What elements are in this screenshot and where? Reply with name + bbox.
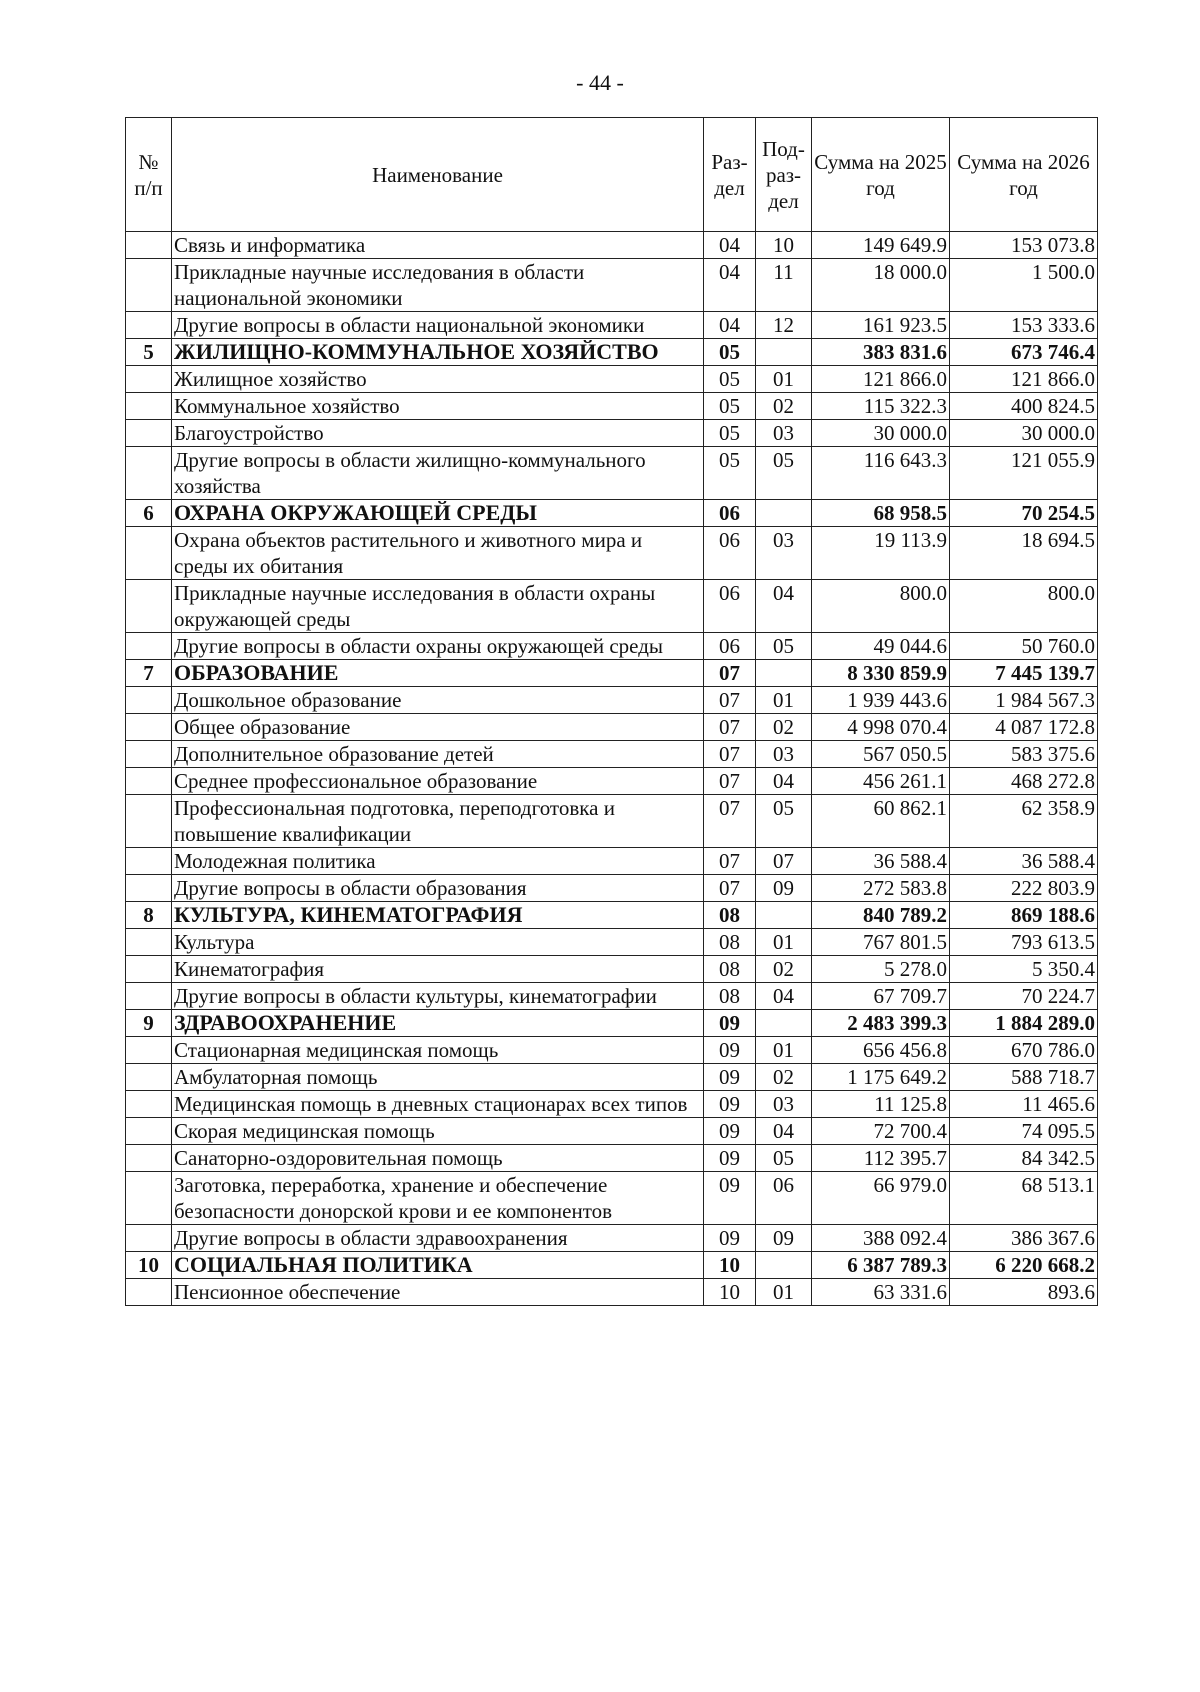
table-row — [126, 527, 1098, 580]
row-section-cell: 06 — [704, 580, 756, 633]
row-subsection-cell: 03 — [756, 420, 812, 447]
row-section-cell: 07 — [704, 768, 756, 795]
row-sum-2025-cell: 115 322.3 — [812, 393, 950, 420]
row-section-cell: 07 — [704, 687, 756, 714]
row-number-cell — [126, 1064, 172, 1091]
row-number-cell — [126, 1279, 172, 1306]
row-name-cell: ОХРАНА ОКРУЖАЮЩЕЙ СРЕДЫ — [172, 500, 704, 527]
row-sum-2025-cell: 383 831.6 — [812, 339, 950, 366]
row-subsection-cell: 05 — [756, 633, 812, 660]
section-total-row — [126, 339, 1098, 366]
row-subsection-cell: 05 — [756, 1145, 812, 1172]
row-sum-2025-cell: 767 801.5 — [812, 929, 950, 956]
row-sum-2026-cell: 18 694.5 — [950, 527, 1098, 580]
row-sum-2025-cell: 63 331.6 — [812, 1279, 950, 1306]
row-sum-2025-cell: 19 113.9 — [812, 527, 950, 580]
row-subsection-cell: 10 — [756, 232, 812, 259]
table-row — [126, 447, 1098, 500]
row-sum-2026-cell: 222 803.9 — [950, 875, 1098, 902]
row-subsection-cell: 05 — [756, 447, 812, 500]
row-number-cell — [126, 1225, 172, 1252]
row-name-cell: Медицинская помощь в дневных стационарах всех типов — [172, 1091, 704, 1118]
row-name-cell: Санаторно-оздоровительная помощь — [172, 1145, 704, 1172]
row-sum-2025-cell: 49 044.6 — [812, 633, 950, 660]
row-subsection-cell — [756, 1010, 812, 1037]
row-section-cell: 09 — [704, 1145, 756, 1172]
row-section-cell: 05 — [704, 393, 756, 420]
row-subsection-cell: 01 — [756, 1279, 812, 1306]
row-sum-2025-cell: 66 979.0 — [812, 1172, 950, 1225]
table-row — [126, 768, 1098, 795]
row-sum-2025-cell: 840 789.2 — [812, 902, 950, 929]
table-row — [126, 848, 1098, 875]
row-section-cell: 09 — [704, 1064, 756, 1091]
row-name-cell: Жилищное хозяйство — [172, 366, 704, 393]
row-section-cell: 07 — [704, 875, 756, 902]
row-section-cell: 09 — [704, 1225, 756, 1252]
table-row — [126, 366, 1098, 393]
row-name-cell: Дошкольное образование — [172, 687, 704, 714]
row-subsection-cell — [756, 660, 812, 687]
table-row — [126, 875, 1098, 902]
row-section-cell: 09 — [704, 1037, 756, 1064]
table-row — [126, 795, 1098, 848]
table-row — [126, 1118, 1098, 1145]
row-section-cell: 07 — [704, 795, 756, 848]
budget-table — [125, 117, 1098, 1306]
row-sum-2026-cell: 1 500.0 — [950, 259, 1098, 312]
table-row — [126, 1145, 1098, 1172]
row-section-cell: 07 — [704, 714, 756, 741]
row-sum-2026-cell: 793 613.5 — [950, 929, 1098, 956]
row-sum-2026-cell: 121 866.0 — [950, 366, 1098, 393]
row-section-cell: 05 — [704, 420, 756, 447]
row-subsection-cell: 04 — [756, 1118, 812, 1145]
row-number-cell — [126, 633, 172, 660]
header-name: Наименование — [172, 118, 704, 232]
row-sum-2025-cell: 30 000.0 — [812, 420, 950, 447]
row-name-cell: ОБРАЗОВАНИЕ — [172, 660, 704, 687]
row-sum-2026-cell: 30 000.0 — [950, 420, 1098, 447]
row-name-cell: Другие вопросы в области здравоохранения — [172, 1225, 704, 1252]
row-subsection-cell: 04 — [756, 580, 812, 633]
row-sum-2025-cell: 60 862.1 — [812, 795, 950, 848]
section-total-row — [126, 660, 1098, 687]
row-name-cell: Среднее профессиональное образование — [172, 768, 704, 795]
row-sum-2025-cell: 656 456.8 — [812, 1037, 950, 1064]
row-sum-2026-cell: 670 786.0 — [950, 1037, 1098, 1064]
table-row — [126, 1225, 1098, 1252]
row-subsection-cell: 09 — [756, 1225, 812, 1252]
row-subsection-cell: 03 — [756, 741, 812, 768]
table-row — [126, 1064, 1098, 1091]
table-body — [126, 232, 1098, 1306]
row-number-cell — [126, 1172, 172, 1225]
row-sum-2025-cell: 36 588.4 — [812, 848, 950, 875]
row-sum-2026-cell: 400 824.5 — [950, 393, 1098, 420]
row-section-cell: 08 — [704, 983, 756, 1010]
header-sum-2026: Сумма на 2026 год — [950, 118, 1098, 232]
row-sum-2025-cell: 18 000.0 — [812, 259, 950, 312]
row-section-cell: 09 — [704, 1172, 756, 1225]
row-number-cell: 8 — [126, 902, 172, 929]
table-row — [126, 929, 1098, 956]
row-sum-2026-cell: 70 224.7 — [950, 983, 1098, 1010]
row-number-cell — [126, 312, 172, 339]
row-sum-2025-cell: 1 939 443.6 — [812, 687, 950, 714]
table-row — [126, 259, 1098, 312]
row-number-cell — [126, 420, 172, 447]
row-subsection-cell: 06 — [756, 1172, 812, 1225]
row-section-cell: 09 — [704, 1010, 756, 1037]
row-name-cell: Молодежная политика — [172, 848, 704, 875]
header-number: № п/п — [126, 118, 172, 232]
row-sum-2026-cell: 70 254.5 — [950, 500, 1098, 527]
row-number-cell — [126, 875, 172, 902]
table-row — [126, 956, 1098, 983]
row-section-cell: 10 — [704, 1252, 756, 1279]
row-section-cell: 07 — [704, 660, 756, 687]
row-sum-2025-cell: 149 649.9 — [812, 232, 950, 259]
row-number-cell — [126, 393, 172, 420]
row-subsection-cell: 01 — [756, 366, 812, 393]
row-name-cell: Стационарная медицинская помощь — [172, 1037, 704, 1064]
row-sum-2026-cell: 74 095.5 — [950, 1118, 1098, 1145]
row-number-cell — [126, 741, 172, 768]
row-sum-2026-cell: 583 375.6 — [950, 741, 1098, 768]
row-number-cell: 7 — [126, 660, 172, 687]
row-sum-2026-cell: 1 984 567.3 — [950, 687, 1098, 714]
row-subsection-cell: 07 — [756, 848, 812, 875]
row-name-cell: Дополнительное образование детей — [172, 741, 704, 768]
row-name-cell: ЖИЛИЩНО-КОММУНАЛЬНОЕ ХОЗЯЙСТВО — [172, 339, 704, 366]
row-section-cell: 04 — [704, 259, 756, 312]
row-section-cell: 08 — [704, 902, 756, 929]
row-number-cell — [126, 1037, 172, 1064]
row-sum-2026-cell: 893.6 — [950, 1279, 1098, 1306]
row-section-cell: 06 — [704, 527, 756, 580]
table-row — [126, 1091, 1098, 1118]
row-sum-2025-cell: 5 278.0 — [812, 956, 950, 983]
row-number-cell — [126, 1118, 172, 1145]
row-sum-2025-cell: 800.0 — [812, 580, 950, 633]
row-subsection-cell — [756, 1252, 812, 1279]
section-total-row — [126, 902, 1098, 929]
row-number-cell — [126, 848, 172, 875]
row-subsection-cell: 09 — [756, 875, 812, 902]
row-sum-2026-cell: 4 087 172.8 — [950, 714, 1098, 741]
row-number-cell — [126, 447, 172, 500]
row-name-cell: Прикладные научные исследования в области охраны окружающей среды — [172, 580, 704, 633]
row-sum-2026-cell: 62 358.9 — [950, 795, 1098, 848]
row-section-cell: 07 — [704, 741, 756, 768]
row-sum-2025-cell: 272 583.8 — [812, 875, 950, 902]
row-name-cell: Культура — [172, 929, 704, 956]
row-section-cell: 07 — [704, 848, 756, 875]
row-number-cell — [126, 687, 172, 714]
table-row — [126, 714, 1098, 741]
row-number-cell — [126, 259, 172, 312]
row-number-cell — [126, 527, 172, 580]
row-number-cell: 9 — [126, 1010, 172, 1037]
row-sum-2026-cell: 36 588.4 — [950, 848, 1098, 875]
row-number-cell: 5 — [126, 339, 172, 366]
table-row — [126, 232, 1098, 259]
row-sum-2026-cell: 153 333.6 — [950, 312, 1098, 339]
row-section-cell: 09 — [704, 1091, 756, 1118]
table-row — [126, 393, 1098, 420]
row-subsection-cell: 02 — [756, 1064, 812, 1091]
row-subsection-cell: 11 — [756, 259, 812, 312]
row-section-cell: 05 — [704, 339, 756, 366]
row-sum-2025-cell: 6 387 789.3 — [812, 1252, 950, 1279]
row-sum-2025-cell: 67 709.7 — [812, 983, 950, 1010]
row-sum-2026-cell: 50 760.0 — [950, 633, 1098, 660]
row-subsection-cell — [756, 339, 812, 366]
row-name-cell: Охрана объектов растительного и животного мира и среды их обитания — [172, 527, 704, 580]
row-sum-2025-cell: 11 125.8 — [812, 1091, 950, 1118]
row-subsection-cell: 02 — [756, 714, 812, 741]
row-section-cell: 06 — [704, 500, 756, 527]
row-name-cell: Профессиональная подготовка, переподготовка и повышение квалификации — [172, 795, 704, 848]
section-total-row — [126, 500, 1098, 527]
row-name-cell: СОЦИАЛЬНАЯ ПОЛИТИКА — [172, 1252, 704, 1279]
row-sum-2025-cell: 68 958.5 — [812, 500, 950, 527]
row-name-cell: Кинематография — [172, 956, 704, 983]
row-subsection-cell: 04 — [756, 983, 812, 1010]
row-sum-2026-cell: 588 718.7 — [950, 1064, 1098, 1091]
row-sum-2025-cell: 8 330 859.9 — [812, 660, 950, 687]
row-name-cell: ЗДРАВООХРАНЕНИЕ — [172, 1010, 704, 1037]
row-number-cell — [126, 366, 172, 393]
row-subsection-cell: 03 — [756, 1091, 812, 1118]
row-subsection-cell: 02 — [756, 956, 812, 983]
row-section-cell: 08 — [704, 929, 756, 956]
row-sum-2026-cell: 11 465.6 — [950, 1091, 1098, 1118]
row-sum-2025-cell: 116 643.3 — [812, 447, 950, 500]
row-sum-2026-cell: 869 188.6 — [950, 902, 1098, 929]
row-number-cell — [126, 983, 172, 1010]
row-sum-2026-cell: 7 445 139.7 — [950, 660, 1098, 687]
row-section-cell: 10 — [704, 1279, 756, 1306]
row-subsection-cell: 01 — [756, 929, 812, 956]
row-name-cell: Прикладные научные исследования в области национальной экономики — [172, 259, 704, 312]
page-number: - 44 - — [576, 70, 624, 95]
row-subsection-cell: 03 — [756, 527, 812, 580]
row-number-cell: 10 — [126, 1252, 172, 1279]
row-name-cell: Другие вопросы в области образования — [172, 875, 704, 902]
row-name-cell: Связь и информатика — [172, 232, 704, 259]
row-section-cell: 05 — [704, 366, 756, 393]
row-name-cell: Пенсионное обеспечение — [172, 1279, 704, 1306]
row-number-cell — [126, 1145, 172, 1172]
row-name-cell: Другие вопросы в области национальной экономики — [172, 312, 704, 339]
row-number-cell — [126, 1091, 172, 1118]
row-number-cell — [126, 929, 172, 956]
row-sum-2025-cell: 72 700.4 — [812, 1118, 950, 1145]
row-sum-2026-cell: 84 342.5 — [950, 1145, 1098, 1172]
row-number-cell — [126, 580, 172, 633]
row-number-cell — [126, 232, 172, 259]
table-row — [126, 983, 1098, 1010]
row-number-cell — [126, 714, 172, 741]
row-number-cell — [126, 795, 172, 848]
row-name-cell: Заготовка, переработка, хранение и обеспечение безопасности донорской крови и ее компонентов — [172, 1172, 704, 1225]
row-name-cell: Общее образование — [172, 714, 704, 741]
row-section-cell: 04 — [704, 312, 756, 339]
row-sum-2025-cell: 567 050.5 — [812, 741, 950, 768]
table-row — [126, 633, 1098, 660]
row-name-cell: Благоустройство — [172, 420, 704, 447]
row-sum-2025-cell: 161 923.5 — [812, 312, 950, 339]
row-sum-2025-cell: 456 261.1 — [812, 768, 950, 795]
row-sum-2026-cell: 5 350.4 — [950, 956, 1098, 983]
row-subsection-cell: 05 — [756, 795, 812, 848]
row-sum-2025-cell: 4 998 070.4 — [812, 714, 950, 741]
row-number-cell: 6 — [126, 500, 172, 527]
row-section-cell: 04 — [704, 232, 756, 259]
table-row — [126, 420, 1098, 447]
table-row — [126, 312, 1098, 339]
row-name-cell: Другие вопросы в области охраны окружающей среды — [172, 633, 704, 660]
header-subsection: Под-раз-дел — [756, 118, 812, 232]
table-row — [126, 1037, 1098, 1064]
row-section-cell: 05 — [704, 447, 756, 500]
row-sum-2025-cell: 112 395.7 — [812, 1145, 950, 1172]
table-row — [126, 580, 1098, 633]
row-subsection-cell: 01 — [756, 687, 812, 714]
row-sum-2026-cell: 1 884 289.0 — [950, 1010, 1098, 1037]
row-sum-2026-cell: 121 055.9 — [950, 447, 1098, 500]
row-subsection-cell — [756, 902, 812, 929]
header-section: Раз-дел — [704, 118, 756, 232]
table-row — [126, 687, 1098, 714]
row-name-cell: Амбулаторная помощь — [172, 1064, 704, 1091]
header-sum-2025: Сумма на 2025 год — [812, 118, 950, 232]
row-sum-2025-cell: 388 092.4 — [812, 1225, 950, 1252]
row-sum-2025-cell: 121 866.0 — [812, 366, 950, 393]
row-sum-2026-cell: 800.0 — [950, 580, 1098, 633]
row-sum-2026-cell: 386 367.6 — [950, 1225, 1098, 1252]
row-sum-2026-cell: 468 272.8 — [950, 768, 1098, 795]
row-sum-2026-cell: 6 220 668.2 — [950, 1252, 1098, 1279]
row-sum-2025-cell: 2 483 399.3 — [812, 1010, 950, 1037]
table-header-row — [126, 118, 1098, 232]
row-section-cell: 09 — [704, 1118, 756, 1145]
table-row — [126, 741, 1098, 768]
row-section-cell: 08 — [704, 956, 756, 983]
section-total-row — [126, 1010, 1098, 1037]
row-subsection-cell: 01 — [756, 1037, 812, 1064]
table-row — [126, 1279, 1098, 1306]
section-total-row — [126, 1252, 1098, 1279]
row-subsection-cell: 02 — [756, 393, 812, 420]
row-name-cell: Другие вопросы в области культуры, кинематографии — [172, 983, 704, 1010]
row-subsection-cell — [756, 500, 812, 527]
row-sum-2026-cell: 153 073.8 — [950, 232, 1098, 259]
row-number-cell — [126, 768, 172, 795]
row-number-cell — [126, 956, 172, 983]
row-sum-2025-cell: 1 175 649.2 — [812, 1064, 950, 1091]
row-name-cell: КУЛЬТУРА, КИНЕМАТОГРАФИЯ — [172, 902, 704, 929]
row-subsection-cell: 12 — [756, 312, 812, 339]
row-section-cell: 06 — [704, 633, 756, 660]
row-name-cell: Скорая медицинская помощь — [172, 1118, 704, 1145]
row-name-cell: Другие вопросы в области жилищно-коммунального хозяйства — [172, 447, 704, 500]
table-row — [126, 1172, 1098, 1225]
row-name-cell: Коммунальное хозяйство — [172, 393, 704, 420]
row-subsection-cell: 04 — [756, 768, 812, 795]
row-sum-2026-cell: 673 746.4 — [950, 339, 1098, 366]
row-sum-2026-cell: 68 513.1 — [950, 1172, 1098, 1225]
